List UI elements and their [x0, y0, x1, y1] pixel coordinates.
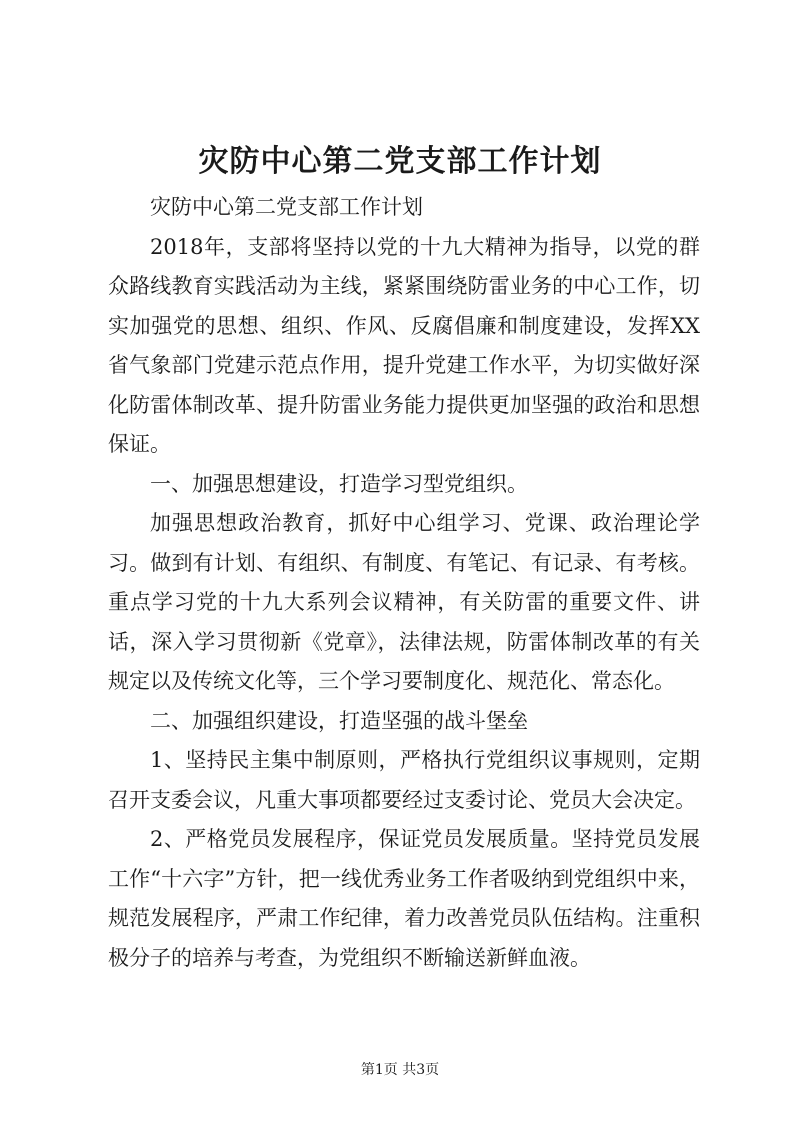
document-title: 灾防中心第二党支部工作计划 [198, 144, 602, 179]
paragraph-item-1: 1、坚持民主集中制原则，严格执行党组织议事规则，定期召开支委会议，凡重大事项都要经过支委讨论、党员大会决定。 [108, 748, 700, 812]
document-body [108, 188, 700, 978]
paragraph-section-1: 加强思想政治教育，抓好中心组学习、党课、政治理论学习。做到有计划、有组织、有制度、有笔记、有记录、有考核。重点学习党的十九大系列会议精神，有关防雷的重要文件、讲话，深入学习贯彻新《党章》，法律法规，防雷体制改革的有关规定以及传统文化等，三个学习要制度化、规范化、常态化。 [108, 511, 700, 693]
section-heading-1: 一、加强思想建设，打造学习型党组织。 [150, 471, 528, 496]
section-heading-2: 二、加强组织建设，打造坚强的战斗堡垒 [150, 708, 528, 733]
paragraph-subtitle: 灾防中心第二党支部工作计划 [150, 195, 423, 219]
paragraph-intro: 2018年，支部将坚持以党的十九大精神为指导，以党的群众路线教育实践活动为主线，紧紧围绕防雷业务的中心工作，切实加强党的思想、组织、作风、反腐倡廉和制度建设，发挥XX省气象部门党建示范点作用，提升党建工作水平，为切实做好深化防雷体制改革、提升防雷业务能力提供更加坚强的政治和思想保证。 [108, 234, 700, 456]
page-number: 第1页 共3页 [360, 1062, 440, 1078]
paragraph-item-2: 2、严格党员发展程序，保证党员发展质量。坚持党员发展工作“十六字”方针，把一线优秀业务工作者吸纳到党组织中来，规范发展程序，严肃工作纪律，着力改善党员队伍结构。注重积极分子的培养与考查，为党组织不断输送新鲜血液。 [108, 827, 700, 970]
